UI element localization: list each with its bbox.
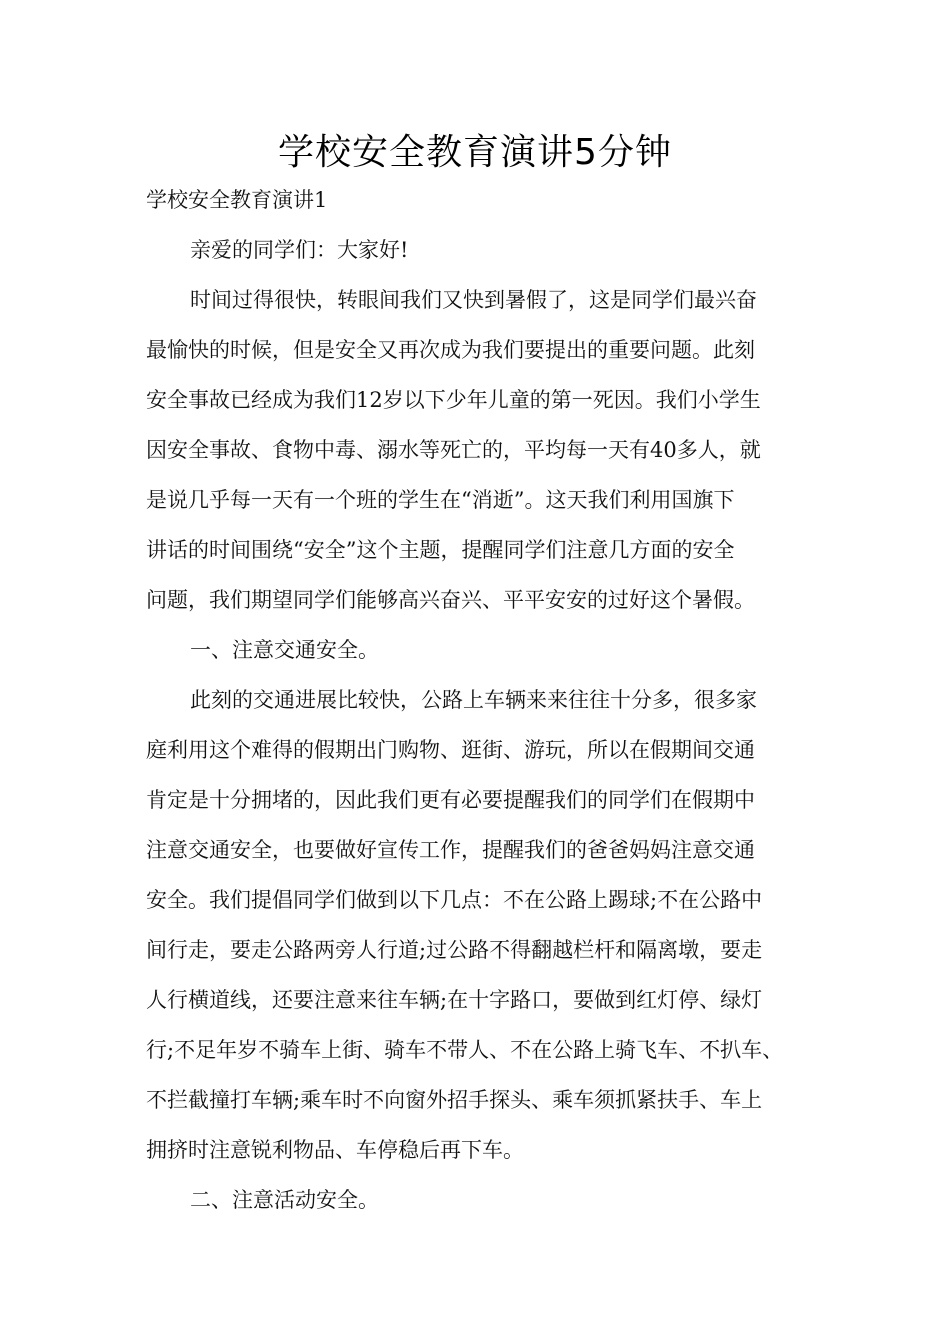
greeting: 亲爱的同学们：大家好! (190, 238, 409, 262)
paragraph-line: 时间过得很快，转眼间我们又快到暑假了，这是同学们最兴奋 (190, 288, 757, 312)
paragraph-line: 间行走，要走公路两旁人行道;过公路不得翻越栏杆和隔离墩，要走 (146, 938, 763, 962)
section-heading: 学校安全教育演讲1 (146, 188, 328, 212)
paragraph-2 (146, 675, 816, 1175)
document-body (146, 175, 816, 1225)
paragraph-line: 不拦截撞打车辆;乘车时不向窗外招手探头、乘车须抓紧扶手、车上 (146, 1088, 763, 1112)
paragraph-line: 此刻的交通进展比较快，公路上车辆来来往往十分多，很多家 (190, 688, 757, 712)
paragraph-line: 人行横道线，还要注意来往车辆;在十字路口，要做到红灯停、绿灯 (146, 988, 763, 1012)
heading-traffic-safety: 一、注意交通安全。 (190, 638, 379, 662)
paragraph-line: 行;不足年岁不骑车上街、骑车不带人、不在公路上骑飞车、不扒车、 (146, 1038, 784, 1062)
paragraph-line: 安全。我们提倡同学们做到以下几点：不在公路上踢球;不在公路中 (146, 888, 763, 912)
paragraph-line: 问题，我们期望同学们能够高兴奋兴、平平安安的过好这个暑假。 (146, 588, 755, 612)
paragraph-line: 安全事故已经成为我们12岁以下少年儿童的第一死因。我们小学生 (146, 388, 761, 412)
paragraph-line: 肯定是十分拥堵的，因此我们更有必要提醒我们的同学们在假期中 (146, 788, 755, 812)
heading-activity-safety: 二、注意活动安全。 (190, 1188, 379, 1212)
paragraph-line: 因安全事故、食物中毒、溺水等死亡的，平均每一天有40多人，就 (146, 438, 761, 462)
paragraph-line: 是说几乎每一天有一个班的学生在“消逝”。这天我们利用国旗下 (146, 488, 735, 512)
paragraph-1 (146, 275, 816, 625)
paragraph-line: 拥挤时注意锐利物品、车停稳后再下车。 (146, 1138, 524, 1162)
paragraph-line: 最愉快的时候，但是安全又再次成为我们要提出的重要问题。此刻 (146, 338, 755, 362)
document-title: 学校安全教育演讲5分钟 (278, 132, 672, 173)
paragraph-line: 讲话的时间围绕“安全”这个主题，提醒同学们注意几方面的安全 (146, 538, 735, 562)
paragraph-line: 庭利用这个难得的假期出门购物、逛街、游玩，所以在假期间交通 (146, 738, 755, 762)
paragraph-line: 注意交通安全，也要做好宣传工作，提醒我们的爸爸妈妈注意交通 (146, 838, 755, 862)
